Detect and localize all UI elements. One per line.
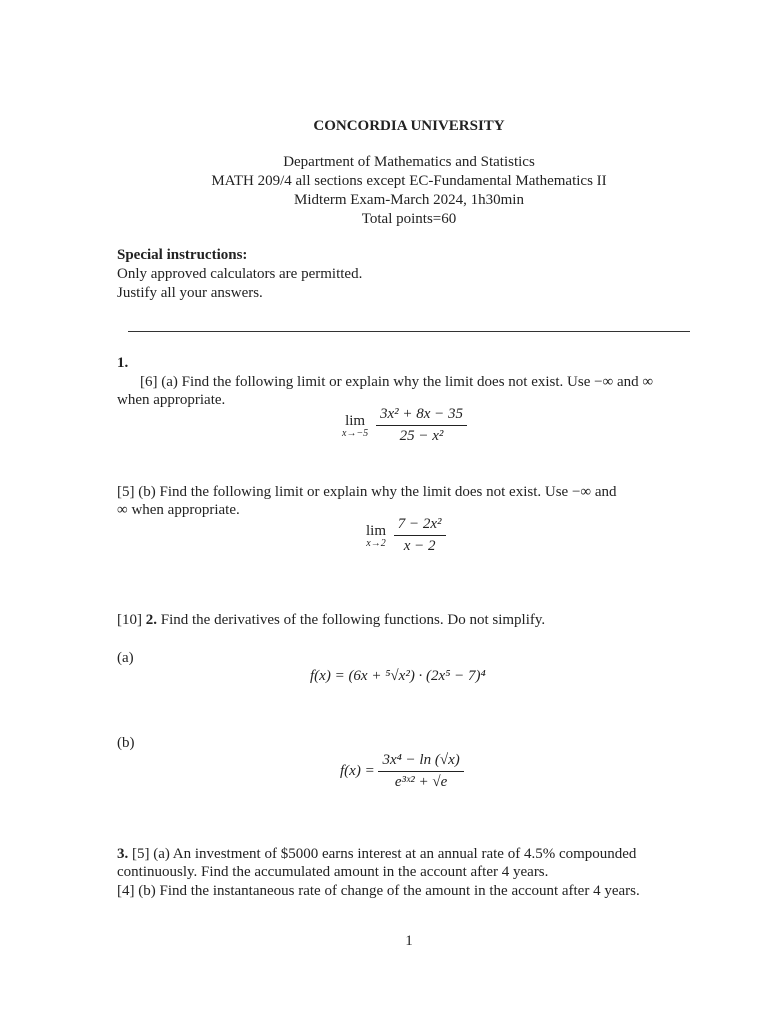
instructions-line-1: Only approved calculators are permitted. <box>117 266 363 282</box>
q1a-lim-operator <box>342 413 368 439</box>
q3a-text-line-2: continuously. Find the accumulated amount in the account after 4 years. <box>117 864 549 880</box>
q2b-numerator: 3x⁴ − ln (√x) <box>378 752 463 772</box>
q1b-denominator: x − 2 <box>403 538 436 554</box>
q1b-text-line-1: [5] (b) Find the following limit or explain why the limit does not exist. Use −∞ and <box>117 484 617 500</box>
q3a-text-line-1: [5] (a) An investment of $5000 earns interest at an annual rate of 4.5% compounded <box>132 846 637 862</box>
q1a-limit-expression <box>342 406 467 445</box>
total-points-line: Total points=60 <box>361 211 457 227</box>
course-line: MATH 209/4 all sections except EC-Fundamental Mathematics II <box>211 173 607 189</box>
q2-number: 2. <box>145 612 157 628</box>
q1b-text-line-2: ∞ when appropriate. <box>117 502 240 518</box>
q1b-fraction <box>394 516 446 555</box>
q2b-fraction <box>378 752 463 791</box>
q2b-denominator: e³ˣ² + √e <box>394 774 448 790</box>
q1a-text-line-2: when appropriate. <box>117 392 226 408</box>
q2a-label: (a) <box>117 650 134 666</box>
divider-rule <box>128 331 690 332</box>
q1a-denominator: 25 − x² <box>399 428 444 444</box>
exam-line: Midterm Exam-March 2024, 1h30min <box>294 192 524 208</box>
department-line: Department of Mathematics and Statistics <box>283 154 535 170</box>
q1b-numerator: 7 − 2x² <box>394 516 446 536</box>
q1a-lim-word: lim <box>345 412 366 429</box>
q2a-formula: f(x) = (6x + ⁵√x²) · (2x⁵ − 7)⁴ <box>310 668 486 684</box>
q1b-limit-expression <box>366 516 446 555</box>
q2-points: [10] <box>117 612 142 628</box>
q1-number: 1. <box>117 355 129 371</box>
q2-heading <box>117 611 545 629</box>
q1a-fraction <box>376 406 467 445</box>
q2b-lhs: f(x) = <box>340 763 375 779</box>
q3b-text-line: [4] (b) Find the instantaneous rate of change of the amount in the account after 4 years. <box>117 883 640 899</box>
q2-instruction-text: Find the derivatives of the following functions. Do not simplify. <box>160 612 546 628</box>
page-number: 1 <box>405 933 413 949</box>
q1a-text-line-1: [6] (a) Find the following limit or explain why the limit does not exist. Use −∞ and ∞ <box>140 374 654 390</box>
q3-number: 3. <box>117 846 129 862</box>
instructions-heading: Special instructions: <box>117 247 248 263</box>
q1b-lim-operator <box>366 523 386 549</box>
q2b-formula <box>340 752 464 791</box>
q2b-label: (b) <box>117 735 135 751</box>
q1a-lim-subscript: x→−5 <box>342 427 369 439</box>
q1b-lim-subscript: x→2 <box>366 537 386 549</box>
q1a-numerator: 3x² + 8x − 35 <box>376 406 467 426</box>
q1b-lim-word: lim <box>366 522 387 539</box>
instructions-line-2: Justify all your answers. <box>117 285 263 301</box>
university-title: CONCORDIA UNIVERSITY <box>313 118 505 134</box>
q3a-line-1 <box>117 845 636 863</box>
